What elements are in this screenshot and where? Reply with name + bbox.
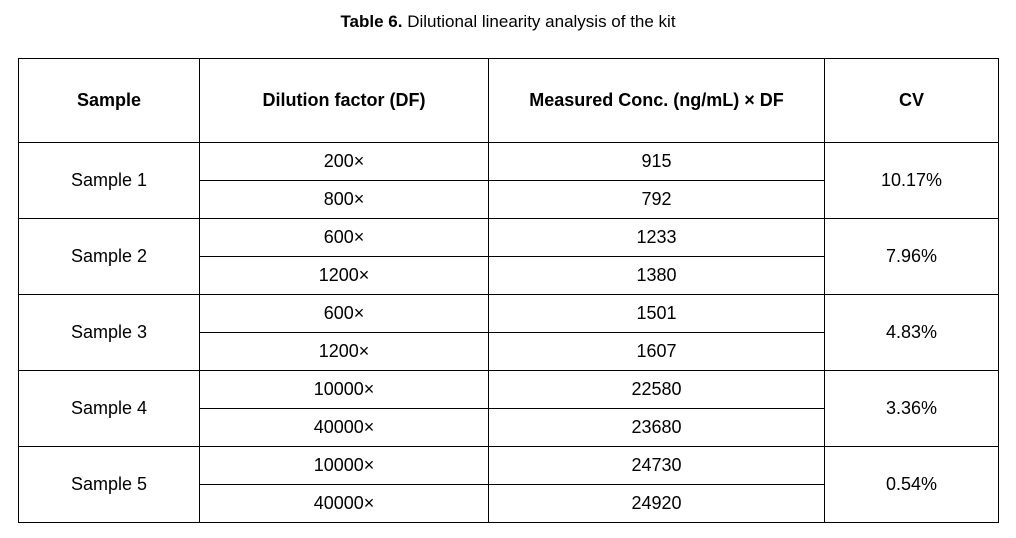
table-row [19,219,999,257]
dilution-factor-cell: 1200× [200,333,489,371]
table-number: Table 6. [340,12,403,31]
header-sample: Sample [19,59,200,143]
table-title: Dilutional linearity analysis of the kit [402,12,676,31]
cv-cell: 7.96% [825,219,999,295]
measured-conc-cell: 24730 [489,447,825,485]
measured-conc-cell: 22580 [489,371,825,409]
table-row [19,295,999,333]
dilution-factor-cell: 40000× [200,485,489,523]
table-row [19,143,999,181]
measured-conc-cell: 1501 [489,295,825,333]
table-caption [0,10,1016,34]
cv-cell: 4.83% [825,295,999,371]
measured-conc-cell: 24920 [489,485,825,523]
dilution-factor-cell: 40000× [200,409,489,447]
dilution-factor-cell: 600× [200,219,489,257]
dilution-factor-cell: 10000× [200,371,489,409]
dilution-factor-cell: 600× [200,295,489,333]
measured-conc-cell: 23680 [489,409,825,447]
sample-name-cell: Sample 3 [19,295,200,371]
dilution-factor-cell: 200× [200,143,489,181]
sample-name-cell: Sample 5 [19,447,200,523]
cv-cell: 0.54% [825,447,999,523]
header-row [19,59,999,143]
measured-conc-cell: 1607 [489,333,825,371]
dilution-factor-cell: 800× [200,181,489,219]
header-dilution-factor: Dilution factor (DF) [200,59,489,143]
dilution-factor-cell: 10000× [200,447,489,485]
cv-cell: 10.17% [825,143,999,219]
dilution-factor-cell: 1200× [200,257,489,295]
header-measured-concentration: Measured Conc. (ng/mL) × DF [489,59,825,143]
measured-conc-cell: 1380 [489,257,825,295]
dilution-linearity-table [18,58,999,523]
table-row [19,447,999,485]
sample-name-cell: Sample 1 [19,143,200,219]
measured-conc-cell: 792 [489,181,825,219]
table-row [19,371,999,409]
header-cv: CV [825,59,999,143]
sample-name-cell: Sample 2 [19,219,200,295]
measured-conc-cell: 915 [489,143,825,181]
sample-name-cell: Sample 4 [19,371,200,447]
cv-cell: 3.36% [825,371,999,447]
measured-conc-cell: 1233 [489,219,825,257]
